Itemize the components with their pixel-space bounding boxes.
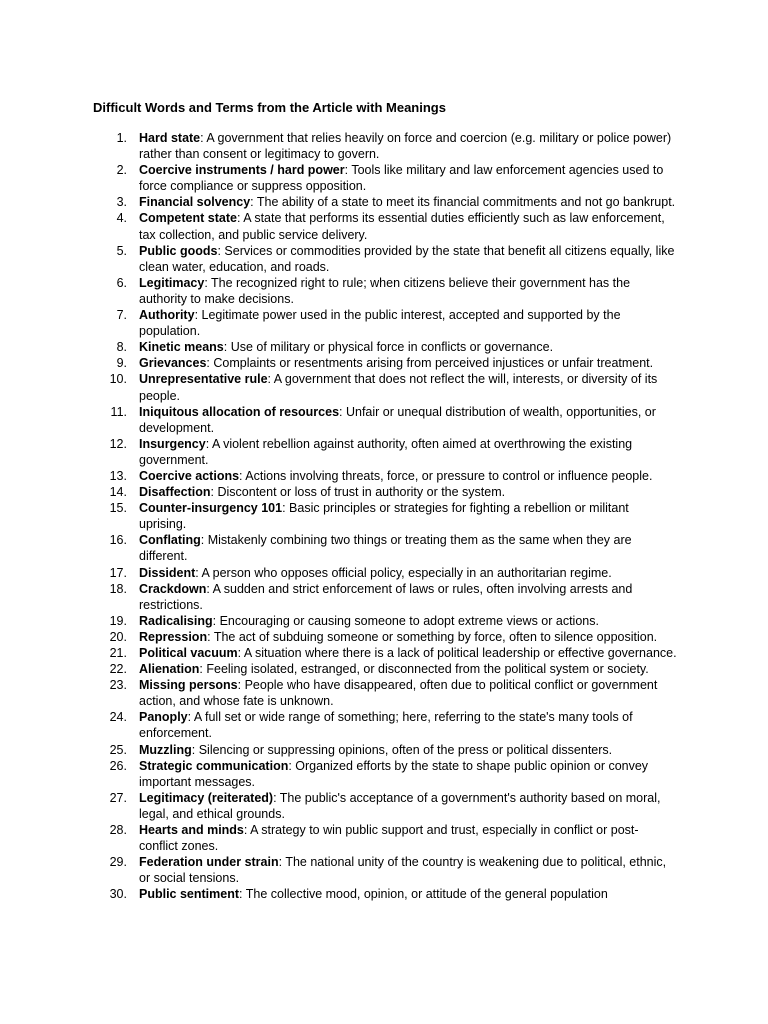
- term-item: [0, 645, 677, 661]
- term-item: [0, 532, 677, 564]
- term-definition: : People who have disappeared, often due to political conflict or government action, and whose fate is unknown.: [139, 678, 658, 709]
- term-number: 13.: [109, 468, 127, 483]
- term-item: [0, 339, 677, 355]
- term-definition: : A sudden and strict enforcement of laws or rules, often involving arrests and restrictions.: [139, 581, 633, 612]
- term-definition: : Encouraging or causing someone to adopt extreme views or actions.: [212, 613, 599, 628]
- term-definition: : A state that performs its essential duties efficiently such as law enforcement, tax collection, and public service delivery.: [139, 211, 665, 242]
- term-number: 26.: [109, 758, 127, 773]
- term-name: Strategic communication: [139, 758, 289, 773]
- term-definition: : A government that relies heavily on force and coercion (e.g. military or police power) rather than consent or legitimacy to govern.: [139, 131, 672, 162]
- term-number: 9.: [116, 356, 127, 371]
- term-item: [0, 307, 677, 339]
- term-name: Dissident: [139, 565, 196, 580]
- term-number: 11.: [110, 404, 127, 419]
- term-number: 24.: [109, 710, 127, 725]
- term-definition: : The ability of a state to meet its financial commitments and not go bankrupt.: [250, 195, 676, 210]
- term-name: Insurgency: [139, 436, 206, 451]
- term-definition: : Mistakenly combining two things or treating them as the same when they are different.: [139, 533, 632, 564]
- term-item: [0, 162, 677, 194]
- term-item: [0, 371, 677, 403]
- term-name: Disaffection: [139, 485, 211, 500]
- term-name: Alienation: [139, 662, 200, 677]
- term-number: 20.: [109, 629, 127, 644]
- term-name: Iniquitous allocation of resources: [139, 404, 340, 419]
- term-item: [0, 243, 677, 275]
- term-name: Coercive actions: [139, 468, 240, 483]
- term-name: Grievances: [139, 356, 207, 371]
- term-item: [0, 661, 677, 677]
- term-definition: : Silencing or suppressing opinions, often of the press or political dissenters.: [191, 742, 613, 757]
- term-name: Panoply: [139, 710, 188, 725]
- term-item: [0, 886, 677, 902]
- term-item: [0, 677, 677, 709]
- term-definition: : The recognized right to rule; when citizens believe their government has the authority to make decisions.: [139, 275, 631, 306]
- term-definition: : The collective mood, opinion, or attitude of the general population: [239, 887, 608, 902]
- term-number: 7.: [116, 308, 127, 323]
- term-item: [0, 742, 677, 758]
- term-name: Hard state: [139, 131, 201, 145]
- term-definition: : Complaints or resentments arising from perceived injustices or unfair treatment.: [206, 356, 654, 371]
- term-definition: : Services or commodities provided by the state that benefit all citizens equally, like clean water, education, and roads.: [139, 243, 675, 274]
- term-name: Federation under strain: [139, 855, 279, 870]
- term-item: [0, 613, 677, 629]
- term-item: [0, 629, 677, 645]
- term-name: Public sentiment: [139, 887, 240, 902]
- term-number: 18.: [109, 581, 127, 596]
- term-definition: : A person who opposes official policy, especially in an authoritarian regime.: [195, 565, 612, 580]
- term-item: [0, 854, 677, 886]
- term-definition: : Discontent or loss of trust in authority or the system.: [210, 485, 506, 500]
- term-item: [0, 822, 677, 854]
- term-item: [0, 404, 677, 436]
- term-definition: : The national unity of the country is weakening due to political, ethnic, or social tensions.: [139, 855, 667, 886]
- term-name: Legitimacy: [139, 275, 205, 290]
- term-name: Conflating: [139, 533, 201, 548]
- term-item: [0, 468, 677, 484]
- term-name: Repression: [139, 629, 208, 644]
- term-name: Crackdown: [139, 581, 207, 596]
- document-title: Difficult Words and Terms from the Article with Meanings: [93, 100, 446, 115]
- term-number: 10.: [109, 372, 127, 387]
- term-name: Kinetic means: [139, 340, 224, 355]
- term-name: Authority: [139, 308, 195, 323]
- term-number: 6.: [116, 275, 127, 290]
- term-item: [0, 130, 677, 162]
- term-name: Political vacuum: [139, 646, 238, 660]
- term-item: [0, 484, 677, 500]
- term-item: [0, 436, 677, 468]
- term-name: Missing persons: [139, 678, 238, 693]
- term-number: 25.: [109, 742, 127, 757]
- term-number: 30.: [109, 887, 127, 902]
- term-definition: : Tools like military and law enforcement agencies used to force compliance or suppress opposition.: [139, 163, 664, 194]
- term-number: 12.: [109, 436, 127, 451]
- term-number: 27.: [109, 790, 127, 805]
- term-definition: : Basic principles or strategies for fighting a rebellion or militant uprising.: [139, 501, 629, 532]
- term-name: Competent state: [139, 211, 237, 226]
- term-name: Financial solvency: [139, 195, 251, 210]
- term-definition: : A government that does not reflect the will, interests, or diversity of its people.: [139, 372, 658, 403]
- term-item: [0, 275, 677, 307]
- term-item: [0, 758, 677, 790]
- term-definition: : A strategy to win public support and trust, especially in conflict or post-conflict zones.: [139, 823, 639, 854]
- term-number: 19.: [109, 613, 127, 628]
- term-item: [0, 565, 677, 581]
- term-item: [0, 355, 677, 371]
- term-number: 4.: [116, 211, 127, 226]
- term-definition: : Feeling isolated, estranged, or disconnected from the political system or society.: [199, 662, 649, 677]
- term-number: 28.: [109, 823, 127, 838]
- term-name: Legitimacy (reiterated): [139, 790, 274, 805]
- term-name: Unrepresentative rule: [139, 372, 268, 387]
- term-number: 14.: [109, 485, 127, 500]
- term-number: 29.: [109, 855, 127, 870]
- term-number: 8.: [116, 340, 127, 355]
- term-definition: : The public's acceptance of a government's authority based on moral, legal, and ethical grounds.: [139, 790, 661, 821]
- term-number: 5.: [116, 243, 127, 258]
- term-number: 2.: [116, 163, 127, 178]
- term-name: Coercive instruments / hard power: [139, 163, 345, 178]
- term-definition: : Organized efforts by the state to shape public opinion or convey important messages.: [139, 758, 649, 789]
- term-item: [0, 210, 677, 242]
- term-item: [0, 500, 677, 532]
- term-number: 22.: [109, 662, 127, 677]
- term-name: Muzzling: [139, 742, 192, 757]
- term-definition: : The act of subduing someone or something by force, often to silence opposition.: [207, 629, 658, 644]
- term-definition: : Use of military or physical force in conflicts or governance.: [223, 340, 554, 355]
- term-number: 16.: [109, 533, 127, 548]
- term-number: 1.: [116, 131, 127, 145]
- term-definition: : Actions involving threats, force, or pressure to control or influence people.: [239, 468, 653, 483]
- term-item: [0, 709, 677, 741]
- term-item: [0, 194, 677, 210]
- term-number: 21.: [109, 646, 127, 660]
- term-item: [0, 790, 677, 822]
- term-number: 15.: [109, 501, 127, 516]
- term-definition: : A full set or wide range of something; here, referring to the state's many tools of enforcement.: [139, 710, 633, 741]
- term-definition: : Legitimate power used in the public interest, accepted and supported by the population.: [139, 308, 621, 339]
- term-name: Public goods: [139, 243, 218, 258]
- term-name: Counter-insurgency 101: [139, 501, 283, 516]
- term-number: 3.: [116, 195, 127, 210]
- term-definition: : Unfair or unequal distribution of wealth, opportunities, or development.: [139, 404, 656, 435]
- term-number: 17.: [109, 565, 127, 580]
- term-name: Radicalising: [139, 613, 213, 628]
- term-definition: : A violent rebellion against authority, often aimed at overthrowing the existing government.: [139, 436, 633, 467]
- term-item: [0, 581, 677, 613]
- term-name: Hearts and minds: [139, 823, 244, 838]
- term-number: 23.: [109, 678, 127, 693]
- term-list: [0, 130, 677, 903]
- term-definition: : A situation where there is a lack of political leadership or effective governance.: [237, 646, 677, 660]
